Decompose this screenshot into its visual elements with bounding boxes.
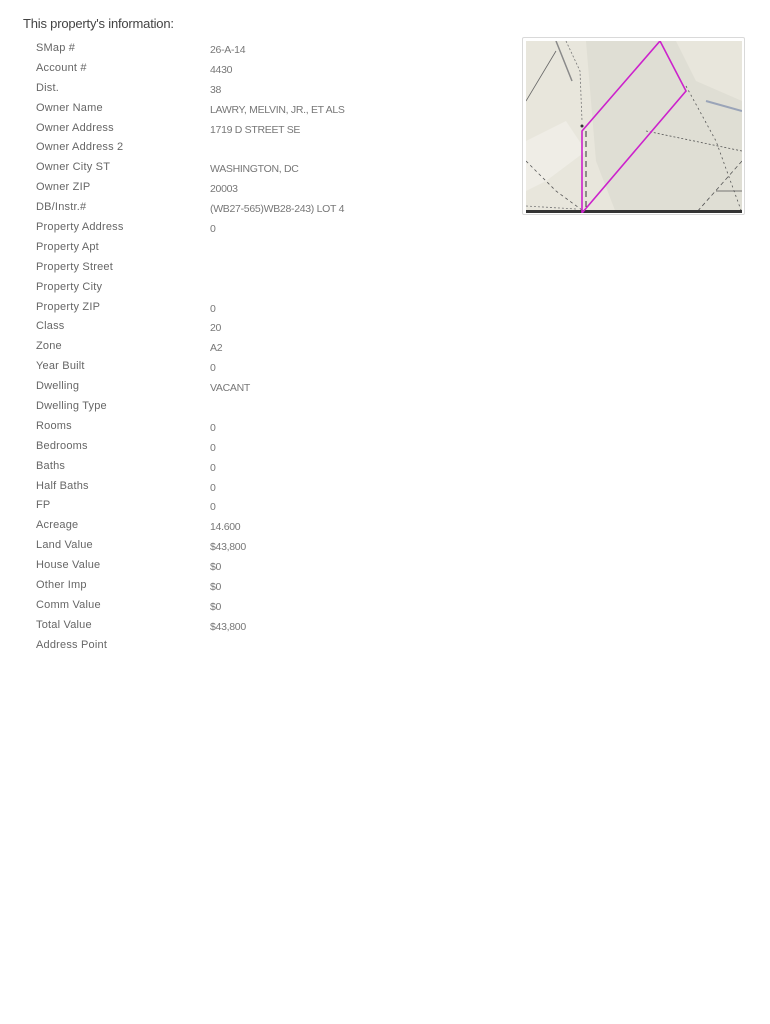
row-value: 0 — [210, 481, 216, 494]
row-value: 14.600 — [210, 521, 241, 534]
info-row-owner-name — [36, 98, 476, 118]
info-row-property-city — [36, 277, 476, 297]
row-label: Land Value — [36, 539, 93, 552]
row-value: 0 — [210, 362, 216, 375]
info-row-total-value — [36, 615, 476, 635]
row-value: 0 — [210, 461, 216, 474]
info-row-owner-city — [36, 157, 476, 177]
row-label: DB/Instr.# — [36, 201, 87, 214]
info-row-rooms — [36, 416, 476, 436]
info-row-owner-zip — [36, 177, 476, 197]
row-value: 0 — [210, 441, 216, 454]
row-label: FP — [36, 499, 51, 512]
row-label: Rooms — [36, 419, 72, 432]
row-label: Owner ZIP — [36, 181, 91, 194]
row-label: Property Apt — [36, 240, 99, 253]
row-label: House Value — [36, 559, 101, 572]
row-value: 38 — [210, 83, 222, 96]
row-label: Owner Address — [36, 121, 114, 134]
info-row-dwelling — [36, 376, 476, 396]
row-value: 20003 — [210, 183, 238, 196]
info-row-district — [36, 78, 476, 98]
map-marker — [581, 125, 584, 128]
row-label: Half Baths — [36, 479, 89, 492]
row-label: Owner Name — [36, 101, 103, 114]
row-label: Zone — [36, 340, 62, 353]
row-label: Property Street — [36, 260, 113, 273]
page-title: This property's information: — [23, 16, 174, 31]
row-value: A2 — [210, 342, 223, 355]
property-info-table — [36, 38, 476, 655]
parcel-map[interactable] — [522, 37, 745, 215]
info-row-acreage — [36, 515, 476, 535]
row-value: 4430 — [210, 63, 233, 76]
row-label: Dwelling Type — [36, 399, 107, 412]
row-label: Other Imp — [36, 578, 87, 591]
info-row-property-address — [36, 217, 476, 237]
row-label: Account # — [36, 61, 87, 74]
row-label: Address Point — [36, 638, 108, 651]
info-row-smap — [36, 38, 476, 58]
row-value: LAWRY, MELVIN, JR., ET ALS — [210, 103, 345, 116]
info-row-dwelling-type — [36, 396, 476, 416]
info-row-owner-address-2 — [36, 137, 476, 157]
row-value: $43,800 — [210, 620, 246, 633]
row-value: $43,800 — [210, 541, 246, 554]
info-row-bedrooms — [36, 436, 476, 456]
row-value: 1719 D STREET SE — [210, 123, 301, 136]
row-label: Comm Value — [36, 598, 101, 611]
row-value: (WB27-565)WB28-243) LOT 4 — [210, 203, 345, 216]
row-value: 26-A-14 — [210, 43, 246, 56]
parcel-map-image — [526, 41, 742, 213]
info-row-other-imp — [36, 575, 476, 595]
info-row-owner-address — [36, 118, 476, 138]
row-label: Class — [36, 320, 65, 333]
info-row-property-apt — [36, 237, 476, 257]
info-row-class — [36, 316, 476, 336]
row-label: Bedrooms — [36, 439, 88, 452]
row-label: Acreage — [36, 519, 79, 532]
row-value: $0 — [210, 580, 222, 593]
map-bottom-edge — [526, 210, 742, 213]
row-value: $0 — [210, 561, 222, 574]
row-label: Dist. — [36, 81, 59, 94]
info-row-address-point — [36, 635, 476, 655]
info-row-year-built — [36, 356, 476, 376]
row-value: VACANT — [210, 382, 251, 395]
row-value: 0 — [210, 222, 216, 235]
info-row-account — [36, 58, 476, 78]
row-label: Owner City ST — [36, 161, 111, 174]
row-value: 0 — [210, 421, 216, 434]
row-label: Year Built — [36, 360, 85, 373]
info-row-property-zip — [36, 297, 476, 317]
row-label: Baths — [36, 459, 66, 472]
info-row-land-value — [36, 535, 476, 555]
row-label: Property Address — [36, 220, 124, 233]
info-row-house-value — [36, 555, 476, 575]
row-label: Property City — [36, 280, 103, 293]
info-row-half-baths — [36, 476, 476, 496]
row-label: Dwelling — [36, 380, 80, 393]
row-value: WASHINGTON, DC — [210, 163, 299, 176]
row-label: Property ZIP — [36, 300, 101, 313]
info-row-fp — [36, 495, 476, 515]
info-row-db-instr — [36, 197, 476, 217]
row-label: Owner Address 2 — [36, 141, 124, 154]
row-label: Total Value — [36, 618, 92, 631]
row-label: SMap # — [36, 41, 76, 54]
info-row-property-street — [36, 257, 476, 277]
row-value: 0 — [210, 501, 216, 514]
info-row-zone — [36, 336, 476, 356]
row-value: 20 — [210, 322, 222, 335]
info-row-baths — [36, 456, 476, 476]
row-value: $0 — [210, 600, 222, 613]
row-value: 0 — [210, 302, 216, 315]
info-row-comm-value — [36, 595, 476, 615]
